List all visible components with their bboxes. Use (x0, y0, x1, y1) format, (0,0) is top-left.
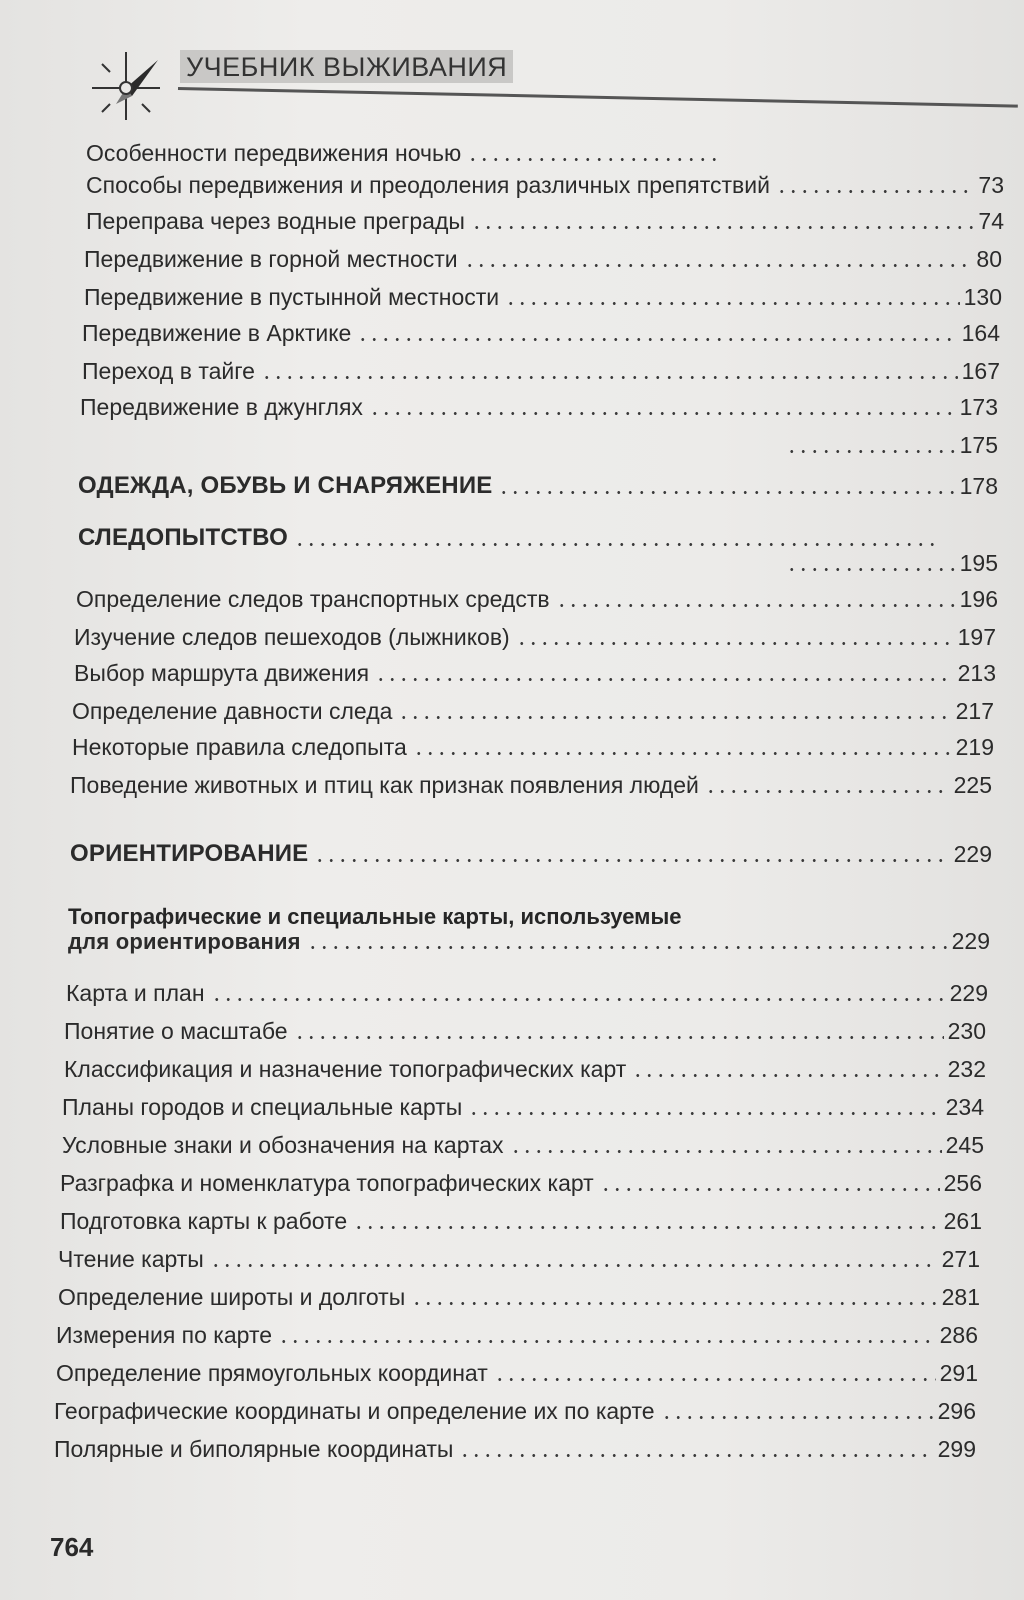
leader-dots (786, 568, 956, 571)
toc-entry-title: Планы городов и специальные карты (62, 1094, 463, 1120)
toc-entry-page: 219 (955, 734, 994, 760)
toc-section (70, 840, 992, 868)
leader-dots (516, 642, 954, 645)
toc-entry-title: Подготовка карты к работе (60, 1208, 348, 1234)
toc-entry-title: Условные знаки и обозначения на картах (62, 1132, 504, 1158)
toc-entry (58, 1284, 980, 1311)
toc-entry-page: 130 (963, 284, 1002, 310)
leader-dots (632, 1074, 943, 1077)
toc-entry (62, 1132, 984, 1159)
toc-entry-title: Передвижение в Арктике (82, 320, 352, 346)
toc-entry-page: 167 (961, 358, 1000, 384)
leader-dots (210, 1264, 938, 1267)
toc-entry (64, 1018, 986, 1045)
toc-entry (74, 660, 996, 687)
running-title: УЧЕБНИК ВЫЖИВАНИЯ (180, 50, 513, 83)
toc-entry (84, 284, 1002, 311)
toc-entry-title: Поведение животных и птиц как признак появления людей (70, 772, 699, 798)
toc-entry-page: 213 (957, 660, 996, 686)
toc-entry-title: Определение широты и долготы (58, 1284, 406, 1310)
leader-dots (556, 604, 956, 607)
toc-entry (56, 1322, 978, 1349)
toc-entry (64, 1056, 986, 1083)
toc-entry (58, 1246, 980, 1273)
toc-entry-page: 296 (937, 1398, 976, 1424)
toc-entry (72, 734, 994, 761)
toc-entry (70, 772, 992, 799)
toc-entry-page: 74 (978, 208, 1004, 234)
leader-dots (468, 1112, 941, 1115)
toc-entry (84, 246, 1002, 273)
leader-dots (314, 859, 949, 862)
toc-entry-page: 164 (961, 320, 1000, 346)
toc-entry-page: 73 (978, 172, 1004, 198)
leader-dots (413, 752, 952, 755)
leader-dots (211, 998, 946, 1001)
toc-entry-page: 291 (939, 1360, 978, 1386)
toc-entry-title: Чтение карты (58, 1246, 204, 1272)
toc-entry-title: Разграфка и номенклатура топографических карт (60, 1170, 594, 1196)
toc-entry-title: Способы передвижения и преодоления различных препятствий (86, 172, 770, 198)
toc-entry-title: Передвижение в джунглях (80, 394, 363, 420)
leader-dots (494, 1378, 936, 1381)
toc-section-page: 178 (959, 473, 998, 499)
toc-entry-title: Определение давности следа (72, 698, 393, 724)
toc-entry-title: Понятие о масштабе (64, 1018, 288, 1044)
page-number: 764 (50, 1532, 94, 1562)
toc-entry-page: 230 (947, 1018, 986, 1044)
toc-entry-title: Переправа через водные преграды (86, 208, 465, 234)
toc-subsection-title: для ориентирования (68, 929, 301, 954)
toc-entry-page: 281 (941, 1284, 980, 1310)
leader-dots (398, 716, 951, 719)
leader-dots (600, 1188, 940, 1191)
leader-dots (464, 264, 973, 267)
leader-dots (705, 790, 950, 793)
toc-entry-title: Карта и план (66, 980, 205, 1006)
toc-entry-page: 225 (953, 772, 992, 798)
leader-dots (459, 1454, 933, 1457)
toc-subsection-page: 229 (951, 928, 990, 954)
toc-subsection-heading: Топографические и специальные карты, используемые (68, 904, 682, 929)
toc-entry-page: 232 (947, 1056, 986, 1082)
leader-dots (261, 376, 958, 379)
toc-entry-page: 234 (945, 1094, 984, 1120)
toc-section (78, 472, 998, 500)
leader-dots (661, 1416, 934, 1419)
leader-dots (510, 1150, 942, 1153)
toc-entry-page: 80 (976, 246, 1002, 272)
toc-section-page: 229 (953, 841, 992, 867)
toc-subsection (68, 928, 990, 955)
toc-entry (82, 320, 1000, 347)
toc-entry-page: 286 (939, 1322, 978, 1348)
toc-entry-page: 245 (945, 1132, 984, 1158)
leader-dots (278, 1340, 936, 1343)
toc-entry-page: 271 (941, 1246, 980, 1272)
toc-section (78, 524, 938, 552)
toc-entry (80, 394, 998, 421)
toc-entry (56, 1360, 978, 1387)
leader-dots (498, 491, 955, 494)
toc-entry (86, 208, 1004, 235)
toc-entry (72, 698, 994, 725)
leader-dots (505, 302, 960, 305)
toc-entry-title: Изучение следов пешеходов (лыжников) (74, 624, 510, 650)
toc-entry-title: Переход в тайге (82, 358, 255, 384)
toc-entry-page: 256 (943, 1170, 982, 1196)
toc-entry (74, 624, 996, 651)
toc-entry-page: 196 (959, 586, 998, 612)
toc-entry-page: 229 (949, 980, 988, 1006)
toc-entry (86, 140, 726, 167)
toc-entry (780, 550, 998, 577)
leader-dots (353, 1226, 940, 1229)
leader-dots (471, 226, 974, 229)
toc-entry-title: Выбор маршрута движения (74, 660, 370, 686)
toc-entry-title: Передвижение в пустынной местности (84, 284, 500, 310)
toc-entry (76, 586, 998, 613)
toc-entry (60, 1170, 982, 1197)
toc-section-title: ОРИЕНТИРОВАНИЕ (70, 840, 309, 867)
leader-dots (467, 158, 722, 161)
leader-dots (776, 190, 974, 193)
toc-entry-title: Определение прямоугольных координат (56, 1360, 488, 1386)
toc-entry-title: Классификация и назначение топографических карт (64, 1056, 627, 1082)
toc-entry-page: 261 (943, 1208, 982, 1234)
toc-entry (54, 1398, 976, 1425)
toc-entry-page: 173 (959, 394, 998, 420)
toc-entry-title: Определение следов транспортных средств (76, 586, 550, 612)
leader-dots (357, 338, 957, 341)
toc-entry-title: Некоторые правила следопыта (72, 734, 407, 760)
toc-entry-title: Передвижение в горной местности (84, 246, 458, 272)
toc-entry-page: 175 (959, 432, 998, 458)
toc-entry-page: 197 (957, 624, 996, 650)
leader-dots (307, 946, 948, 949)
toc-entry-page: 195 (959, 550, 998, 576)
toc-entry-page: 299 (937, 1436, 976, 1462)
toc-entry (66, 980, 988, 1007)
toc-entry (62, 1094, 984, 1121)
toc-entry-title: Особенности передвижения ночью (86, 140, 462, 166)
toc-entry (82, 358, 1000, 385)
toc-entry-title: Полярные и биполярные координаты (54, 1436, 454, 1462)
toc-entry (54, 1436, 976, 1463)
leader-dots (294, 1036, 944, 1039)
leader-dots (786, 450, 956, 453)
leader-dots (294, 543, 934, 546)
toc-entry-page: 217 (955, 698, 994, 724)
toc-entry (86, 172, 1004, 199)
toc-entry-title: Измерения по карте (56, 1322, 273, 1348)
toc-entry (60, 1208, 982, 1235)
toc-section-title: СЛЕДОПЫТСТВО (78, 524, 288, 551)
toc-entry (780, 432, 998, 459)
toc-entry-title: Географические координаты и определение их по карте (54, 1398, 655, 1424)
leader-dots (411, 1302, 937, 1305)
toc-section-title: ОДЕЖДА, ОБУВЬ И СНАРЯЖЕНИЕ (78, 472, 493, 499)
leader-dots (375, 678, 954, 681)
leader-dots (369, 412, 956, 415)
